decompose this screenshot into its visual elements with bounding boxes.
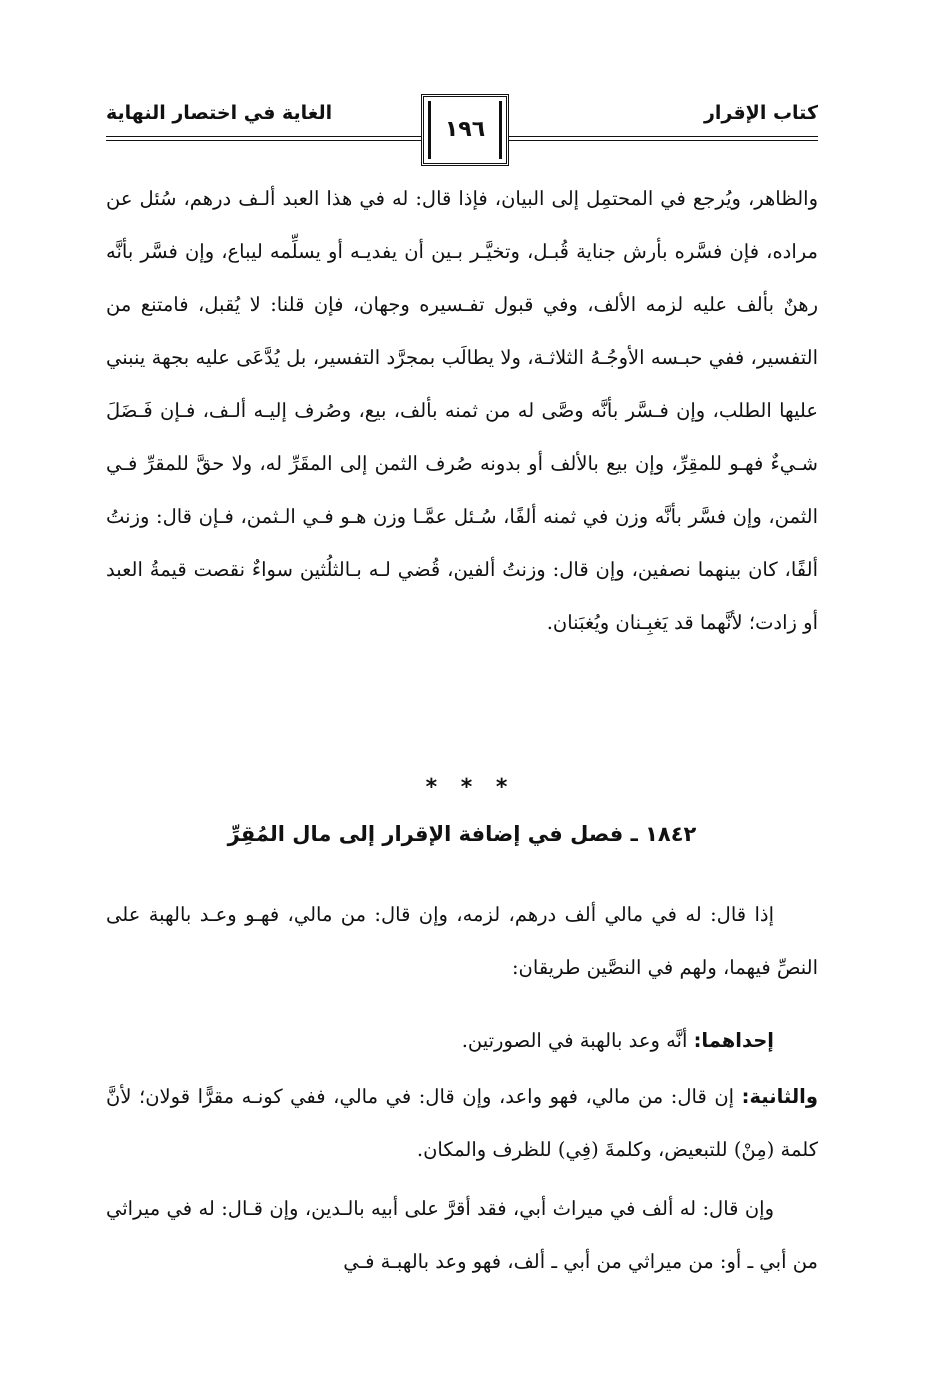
- chapter-title: كتاب الإقرار: [703, 102, 818, 124]
- page-number-frame: [421, 94, 509, 166]
- section-heading: ١٨٤٢ ـ فصل في إضافة الإقرار إلى مال المُقِرِّ: [227, 822, 697, 846]
- page-number: ١٩٦: [444, 117, 486, 142]
- paragraph-text: والظاهر، ويُرجع في المحتمِل إلى البيان، فإذا قال: له في هذا العبد ألـف درهم، سُئل عن مراده، فإن فسَّره بأرش جناية قُبـل، وتخيَّـر بـين أن يفديـه أو يسلِّمه ليباع، وإن فسَّر بأنَّه رهنٌ بألف عليه لزمه الألف، وفي قبول تفـسيره وجهان، فإن قلنا: لا يُقبل، فامتنع من التفسير، ففي حبـسه الأوجُـهُ الثلاثـة، ولا يطالَب بمجرَّد التفسير، بل يُدَّعَى عليه بجهة ينبني عليها الطلب، وإن فـسَّر بأنَّه وصَّى له من ثمنه بألف، بيع، وصُرف إليـه ألـف، فـإن فَـضَلَ شـيءٌ فهـو للمقِرِّ، وإن بيع بالألف أو بدونه صُرف الثمن إلى المقَرِّ له، ولا حقَّ للمقرِّ فـي الثمن، وإن فسَّر بأنَّه وزن في ثمنه ألفًا، سُـئل عمَّـا وزن هـو فـي الـثمن، فـإن قال: وزنتُ ألفًا، كان بينهما نصفين، وإن قال: وزنتُ ألفين، قُضي لـه بـالثلُثين سواءٌ نقصت قيمةُ العبد أو زادت؛ لأنَّهما قد يَغبِـنان ويُغبَنان.: [106, 187, 818, 634]
- book-title: الغاية في اختصار النهاية: [106, 102, 333, 124]
- paragraph-2: [106, 888, 818, 994]
- page-header: [106, 84, 818, 166]
- first-opinion-text: أنَّه وعد بالهبة في الصورتين.: [461, 1029, 694, 1052]
- paragraph-text: إذا قال: له في مالي ألف درهم، لزمه، وإن قال: من مالي، فهـو وعـد بالهبة على النصِّ فيهما، ولهم في النصَّين طريقان:: [106, 903, 818, 979]
- first-opinion-label: إحداهما:: [693, 1029, 774, 1052]
- paragraph-text: وإن قال: له ألف في ميراث أبي، فقد أقرَّ على أبيه بالـدين، وإن قـال: له في ميراثي من أبي ـ أو: من ميراثي من أبي ـ ألف، فهو وعد بالهبـة فـي: [106, 1197, 818, 1273]
- paragraph-text: [106, 1014, 818, 1067]
- paragraph-1: [106, 172, 818, 649]
- section-separator: * * *: [425, 775, 516, 800]
- second-opinion-label: والثانية:: [741, 1085, 818, 1108]
- paragraph-3: [106, 1014, 818, 1067]
- paragraph-text: [106, 1070, 818, 1176]
- paragraph-4: [106, 1070, 818, 1176]
- paragraph-5: [106, 1182, 818, 1288]
- second-opinion-text: إن قال: من مالي، فهو واعد، وإن قال: في مالي، ففي كونـه مقرًّا قولان؛ لأنَّ كلمة (مِنْ) للتبعيض، وكلمةَ (فِي) للظرف والمكان.: [106, 1085, 818, 1161]
